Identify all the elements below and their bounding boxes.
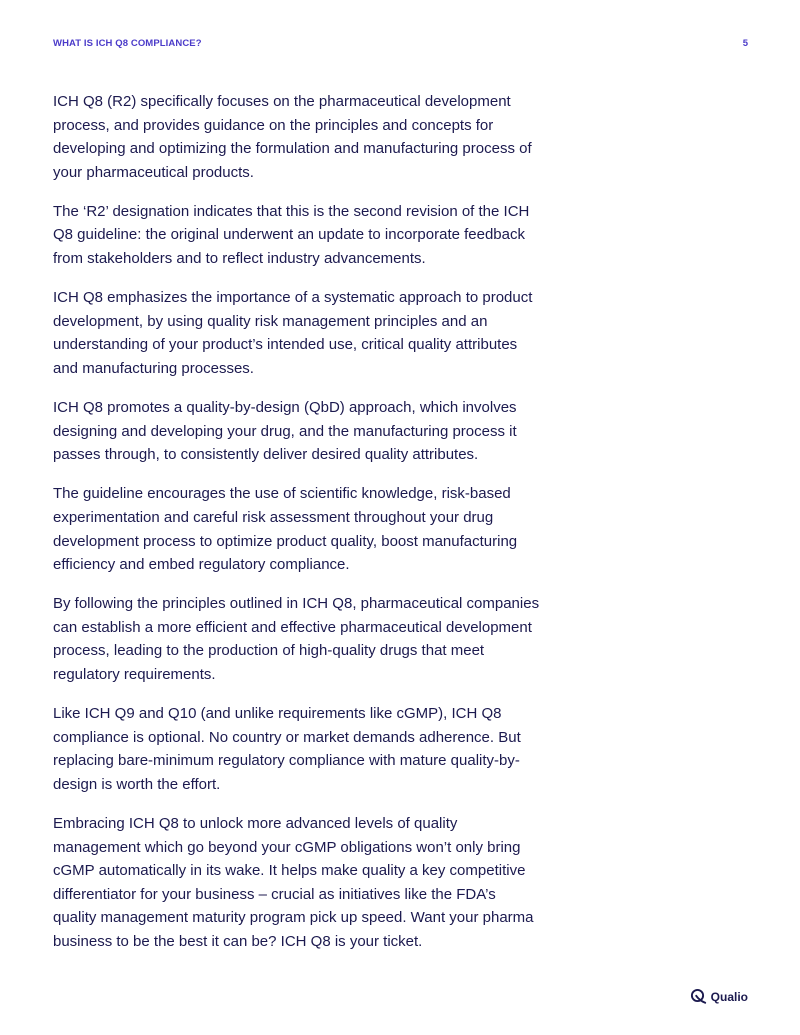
qualio-logo-icon [690, 988, 707, 1005]
section-title: WHAT IS ICH Q8 COMPLIANCE? [53, 38, 202, 49]
brand-name: Qualio [710, 989, 748, 1004]
running-header [53, 38, 748, 52]
page-number: 5 [742, 38, 748, 49]
paragraph: ICH Q8 (R2) specifically focuses on the pharmaceutical development process, and provides guidance on the principles and concepts for developing and optimizing the formulation and manufacturing process of your pharmaceutical products. [53, 93, 532, 181]
brand-logo [690, 988, 748, 1005]
paragraph: Embracing ICH Q8 to unlock more advanced levels of quality management which go beyond your cGMP obligations won’t only bring cGMP automatically in its wake. It helps make quality a key competitive differentiator for your business – crucial as initiatives like the FDA’s quality management maturity program pick up speed. Want your pharma business to be the best it can be? ICH Q8 is your ticket. [53, 814, 534, 950]
paragraph: ICH Q8 emphasizes the importance of a systematic approach to product development, by using quality risk management principles and an understanding of your product’s intended use, critical quality attributes and manufacturing processes. [53, 289, 533, 377]
body-text [53, 90, 543, 969]
paragraph: Like ICH Q9 and Q10 (and unlike requirements like cGMP), ICH Q8 compliance is optional. No country or market demands adherence. But replacing bare-minimum regulatory compliance with mature quality-by-design is worth the effort. [53, 705, 521, 793]
paragraph: The ‘R2’ designation indicates that this is the second revision of the ICH Q8 guideline: the original underwent an update to incorporate feedback from stakeholders and to reflect industry advancements. [53, 202, 530, 268]
paragraph: ICH Q8 promotes a quality-by-design (QbD) approach, which involves designing and developing your drug, and the manufacturing process it passes through, to consistently deliver desired quality attributes. [53, 399, 517, 464]
paragraph: By following the principles outlined in ICH Q8, pharmaceutical companies can establish a more efficient and effective pharmaceutical development process, leading to the production of high-quality drugs that meet regulatory requirements. [53, 595, 540, 683]
paragraph: The guideline encourages the use of scientific knowledge, risk-based experimentation and careful risk assessment throughout your drug development process to optimize product quality, boost manufacturing efficiency and embed regulatory compliance. [53, 485, 518, 574]
